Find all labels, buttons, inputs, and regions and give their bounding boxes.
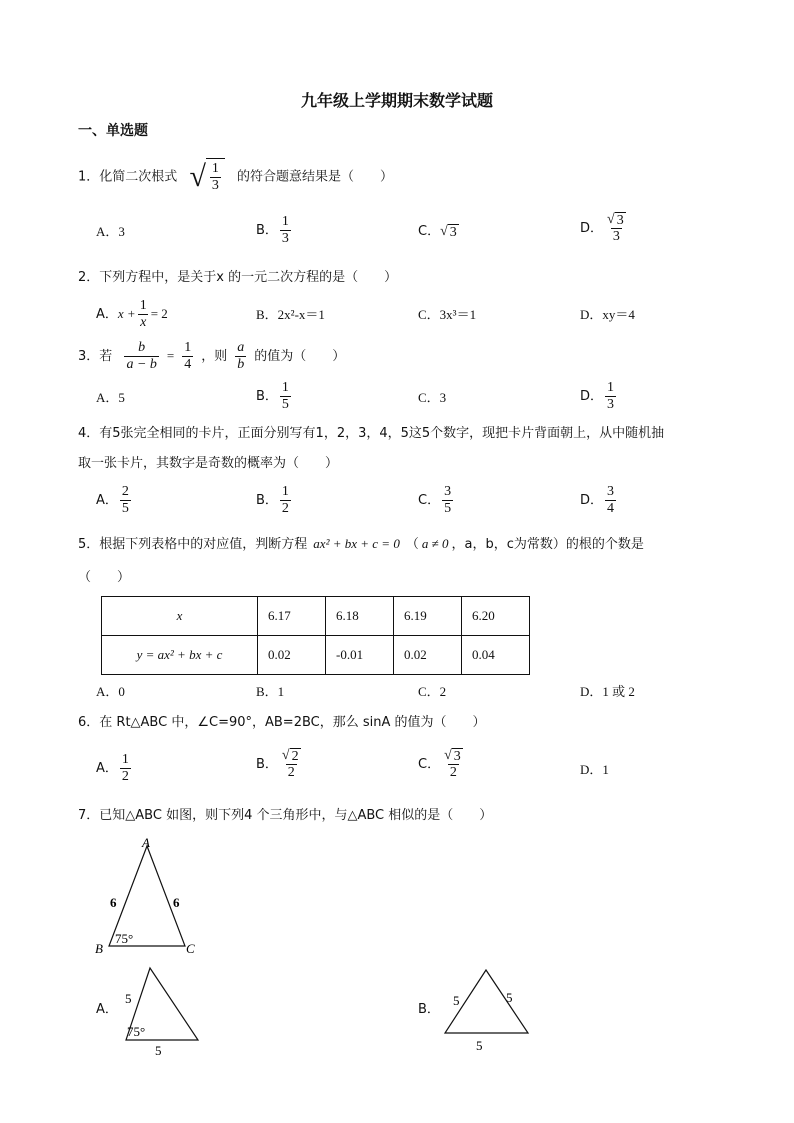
side-label: 6	[110, 895, 117, 910]
option-c[interactable]: C． √ 3 2	[418, 748, 461, 781]
question-text: 已知△ABC 如图，则下列4 个三角形中，与△ABC 相似的是（ ）	[99, 808, 493, 823]
question-4-continued: 取一张卡片，其数字是奇数的概率为（ ）	[78, 456, 339, 471]
side-label: 5	[453, 993, 460, 1008]
side-label: 5	[155, 1043, 162, 1058]
option-a[interactable]: A． $\frac{2}{5}$	[96, 484, 129, 516]
question-number: 7．	[78, 808, 100, 823]
option-d[interactable]: D． √ 3 3	[580, 212, 624, 245]
option-d[interactable]: D． $\frac{3}{4}$	[580, 484, 615, 516]
vertex-label-a: A	[142, 836, 150, 850]
side-label: 5	[476, 1038, 483, 1053]
table-header-x: x	[102, 597, 258, 636]
option-a[interactable]: A．3	[96, 224, 125, 239]
table-cell: 6.17	[258, 597, 326, 636]
option-d[interactable]: D．1	[580, 762, 609, 777]
question-3: 3．若 $\frac{b}{a - b}$ = $\frac{1}{4}$ ，则 $\frac{a}{b}$ 的值为（ ）	[78, 340, 346, 372]
option-a-triangle-figure	[115, 960, 210, 1060]
table-cell: 6.18	[326, 597, 394, 636]
option-b[interactable]: B． √ 2 2	[256, 748, 299, 781]
question-6	[78, 713, 486, 733]
question-4	[78, 424, 664, 444]
side-label: 6	[173, 895, 180, 910]
option-c[interactable]: C．2	[418, 684, 447, 699]
option-a[interactable]: A．x + $\frac{1}{x}$ = 2	[96, 298, 168, 330]
option-d[interactable]: D．xy＝4	[580, 307, 635, 322]
option-b[interactable]: B．	[418, 1002, 440, 1017]
table-row	[102, 597, 530, 636]
table-cell: 6.20	[462, 597, 530, 636]
option-d[interactable]: D． $\frac{1}{3}$	[580, 380, 615, 412]
triangle-abc-figure	[90, 836, 210, 961]
table-cell: 0.04	[462, 636, 530, 675]
option-c[interactable]: C．3x³＝1	[418, 307, 477, 322]
question-text: 在 Rt△ABC 中，∠C=90°，AB=2BC，那么 sinA 的值为（ ）	[99, 715, 486, 730]
question-text: 下列方程中，是关于x 的一元二次方程的是（ ）	[99, 270, 398, 285]
table-row	[102, 636, 530, 675]
angle-label: 75°	[127, 1024, 146, 1039]
option-a[interactable]: A． $\frac{1}{2}$	[96, 752, 129, 784]
question-number: 3．	[78, 349, 100, 364]
question-1	[78, 158, 393, 196]
option-d[interactable]: D．1 或 2	[580, 684, 635, 699]
option-c[interactable]: C． √ 3	[418, 223, 457, 240]
question-number: 6．	[78, 715, 100, 730]
option-b[interactable]: B．2x²-x＝1	[256, 307, 325, 322]
question-number: 4．	[78, 426, 100, 441]
option-b-triangle-figure	[440, 963, 535, 1055]
option-a[interactable]: A．	[96, 1002, 118, 1017]
option-c[interactable]: C． $\frac{3}{5}$	[418, 484, 452, 516]
question-7	[78, 806, 492, 826]
question-text: 化简二次根式	[99, 169, 178, 185]
option-b[interactable]: B．1	[256, 684, 285, 699]
section-heading: 一、单选题	[78, 123, 148, 139]
option-b[interactable]: B． $\frac{1}{3}$	[256, 214, 289, 246]
table-header-y: y = ax² + bx + c	[102, 636, 258, 675]
question-number: 5．	[78, 537, 100, 552]
question-number: 1．	[78, 169, 100, 185]
question-text: 有5张完全相同的卡片，正面分别写有1，2，3，4，5这5个数字，现把卡片背面朝上，从中随机抽	[99, 426, 665, 441]
table-cell: 6.19	[394, 597, 462, 636]
question-number: 2．	[78, 270, 100, 285]
vertex-label-c: C	[186, 941, 195, 956]
vertex-label-b: B	[95, 941, 103, 956]
table-cell: 0.02	[394, 636, 462, 675]
radical-expression: √ $\frac{1}{3}$	[189, 158, 224, 196]
question-5-continued: （ ）	[78, 570, 131, 585]
side-label: 5	[125, 991, 132, 1006]
question-2	[78, 268, 397, 288]
option-a[interactable]: A．0	[96, 684, 125, 699]
option-c[interactable]: C．3	[418, 390, 447, 405]
question-5: 5．根据下列表格中的对应值，判断方程 ax² + bx + c = 0 （ a ≠ 0 ，a，b，c为常数）的根的个数是	[78, 536, 644, 552]
question-text-tail: 的符合题意结果是（ ）	[237, 169, 394, 185]
option-b[interactable]: B． $\frac{1}{5}$	[256, 380, 289, 412]
option-b[interactable]: B． $\frac{1}{2}$	[256, 484, 289, 516]
option-a[interactable]: A．5	[96, 390, 125, 405]
table-cell: -0.01	[326, 636, 394, 675]
table-cell: 0.02	[258, 636, 326, 675]
angle-label: 75°	[115, 931, 134, 946]
page-title: 九年级上学期期末数学试题	[300, 91, 493, 110]
value-table	[101, 596, 530, 675]
side-label: 5	[506, 990, 513, 1005]
